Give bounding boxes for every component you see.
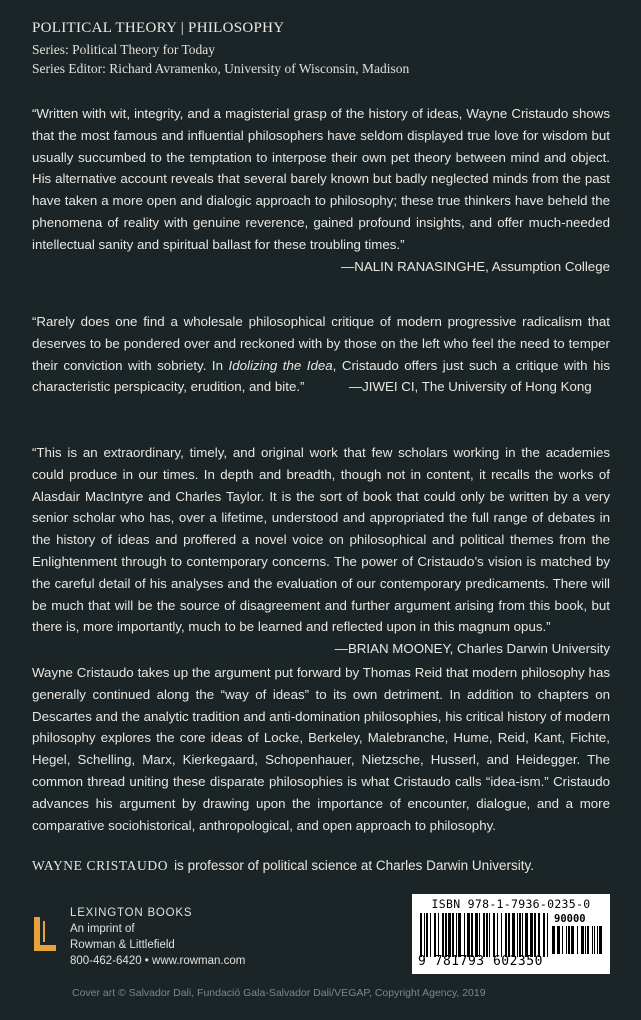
barcode-bar	[486, 913, 488, 957]
imprint-parent: Rowman & Littlefield	[70, 939, 175, 951]
barcode-bar	[483, 913, 485, 957]
price-barcode-bars	[552, 926, 604, 954]
barcode-bar	[552, 926, 555, 954]
barcode-bar	[543, 913, 545, 957]
back-cover-header	[32, 20, 612, 78]
barcode-bar	[587, 926, 589, 954]
author-name: WAYNE CRISTAUDO	[32, 858, 169, 873]
lexington-logo-icon	[32, 915, 58, 955]
series-name: Series: Political Theory for Today	[32, 42, 216, 57]
barcode-bar	[442, 913, 444, 957]
barcode-bar	[452, 913, 454, 957]
barcode-bar	[430, 913, 431, 957]
barcode-bar	[438, 913, 439, 957]
barcode-bar	[456, 913, 457, 957]
publisher-contact: 800-462-6420 • www.rowman.com	[70, 955, 246, 967]
barcode-bar	[585, 926, 586, 954]
blurb-text-after: , Cristaudo offers just such a critique with his characteristic perspicacity, erudition, and bite.”	[32, 357, 610, 395]
barcode-bar	[448, 913, 451, 957]
barcode-bars	[420, 913, 550, 957]
barcode-bar	[471, 913, 473, 957]
book-title: Idolizing the Idea	[228, 357, 333, 373]
barcode-bar	[517, 913, 518, 957]
barcode-bar	[426, 913, 428, 957]
price-code: 90000	[554, 913, 586, 925]
blurb-attribution: —BRIAN MOONEY, Charles Darwin University	[334, 641, 610, 657]
subject-category: POLITICAL THEORY | PHILOSOPHY	[32, 20, 285, 36]
barcode-bar	[530, 913, 533, 957]
blurb-ranasinghe	[32, 103, 610, 277]
blurb-attribution: —NALIN RANASINGHE, Assumption College	[341, 258, 610, 274]
blurb-text	[32, 311, 610, 398]
barcode-bar	[505, 913, 507, 957]
barcode-bar	[458, 913, 461, 957]
barcode-bar	[538, 913, 540, 957]
barcode-bar	[501, 913, 502, 957]
publisher-name: LEXINGTON BOOKS	[70, 907, 193, 919]
barcode-bar	[597, 926, 598, 954]
barcode-bar	[519, 913, 521, 957]
imprint-line: An imprint of	[70, 923, 135, 935]
barcode-bar	[581, 926, 584, 954]
barcode-bar	[512, 913, 515, 957]
barcode-bar	[577, 926, 578, 954]
barcode-bar	[467, 913, 470, 957]
barcode-bar	[479, 913, 480, 957]
blurb-ci	[32, 311, 610, 398]
barcode-bar	[568, 926, 570, 954]
author-bio	[32, 858, 612, 874]
barcode-bar	[571, 926, 574, 954]
barcode-bar	[534, 913, 536, 957]
barcode-bar	[497, 913, 498, 957]
barcode-bar	[489, 913, 490, 957]
description-text: Wayne Cristaudo takes up the argument put forward by Thomas Reid that modern philosophy has generally continued along the “way of ideas” to its own detriment. In addition to chapters on Descartes and the analytic tradition and anti-domination philosophies, his critical history of modern philosophy explores the core ideas of Locke, Berkeley, Malebranche, Hume, Reid, Kant, Fichte, Hegel, Schelling, Marx, Kierkegaard, Schopenhauer, Nietzsche, Husserl, and Heidegger. The common thread uniting these disparate philosophies is what Cristaudo calls “idea-ism.” Cristaudo advances his argument by drawing upon the importance of encounter, dialogue, and a more comparative sociohistorical, anthropological, and open approach to philosophy.	[32, 665, 610, 833]
barcode-bar	[566, 926, 567, 954]
isbn-number: ISBN 978-1-7936-0235-0	[431, 897, 591, 911]
barcode-bar	[599, 926, 602, 954]
barcode-bar	[547, 913, 548, 957]
blurb-attribution: —JIWEI CI, The University of Hong Kong	[348, 379, 592, 395]
barcode-bar	[525, 913, 528, 957]
barcode-bar	[522, 913, 523, 957]
cover-art-credit: Cover art © Salvador Dali, Fundació Gala-Salvador Dali/VEGAP, Copyright Agency, 2019	[72, 987, 486, 999]
author-bio-text: is professor of political science at Charles Darwin University.	[174, 858, 534, 873]
barcode-bar	[594, 926, 595, 954]
barcode-bar	[562, 926, 563, 954]
blurb-text: “This is an extraordinary, timely, and original work that few scholars working in the academies could produce in our times. In depth and breadth, though not in content, it recalls the works of Alasdair MacIntyre and Charles Taylor. It is the sort of book that could only be written by a very senior scholar who has, over a lifetime, understood and appropriated the full range of debates in the history of ideas and proffered a novel voice on philosophical and political themes from the Enlightenment through to contemporary concerns. The power of Cristaudo’s vision is matched by the careful detail of his analyses and the evaluation of our contemporary predicaments. There will be much that will be the source of disagreement and further argument arising from this book, but there is, more importantly, much to be learned and reflected upon in this magnum opus.”	[32, 445, 610, 635]
barcode-bar	[434, 913, 436, 957]
barcode-bar	[445, 913, 447, 957]
barcode-bar	[475, 913, 478, 957]
barcode-bar	[557, 926, 560, 954]
isbn-barcode	[412, 894, 610, 974]
barcode-bar	[508, 913, 510, 957]
ean-digits: 9 781793 602350	[418, 954, 543, 969]
blurb-text: “Written with wit, integrity, and a magisterial grasp of the history of ideas, Wayne Cristaudo shows that the most famous and influential philosophers have seldom displayed true love for wisdom but usually succumbed to the temptation to interpose their own pet theory between mind and object. His alternative account reveals that several barely known but badly neglected minds from the past have taken a more open and dialogic approach to philosophy; these true thinkers have beheld the phenomena of reality with genuine reverence, gained profound insights, and offer much-needed intellectual sanity and spiritual ballast for these troubling times.”	[32, 106, 610, 252]
series-editor: Series Editor: Richard Avramenko, University of Wisconsin, Madison	[32, 61, 410, 76]
barcode-bar	[464, 913, 465, 957]
blurb-mooney	[32, 442, 610, 660]
barcode-bar	[493, 913, 495, 957]
blurb-text-before: “Rarely does one find a wholesale philosophical critique of modern progressive radicalism that deserves to be pondered over and reckoned with by those on the left who feel the need to temper their conviction with sobriety. In	[32, 314, 610, 373]
barcode-bar	[420, 913, 422, 957]
book-description	[32, 662, 610, 836]
barcode-bar	[592, 926, 593, 954]
barcode-bar	[424, 913, 425, 957]
